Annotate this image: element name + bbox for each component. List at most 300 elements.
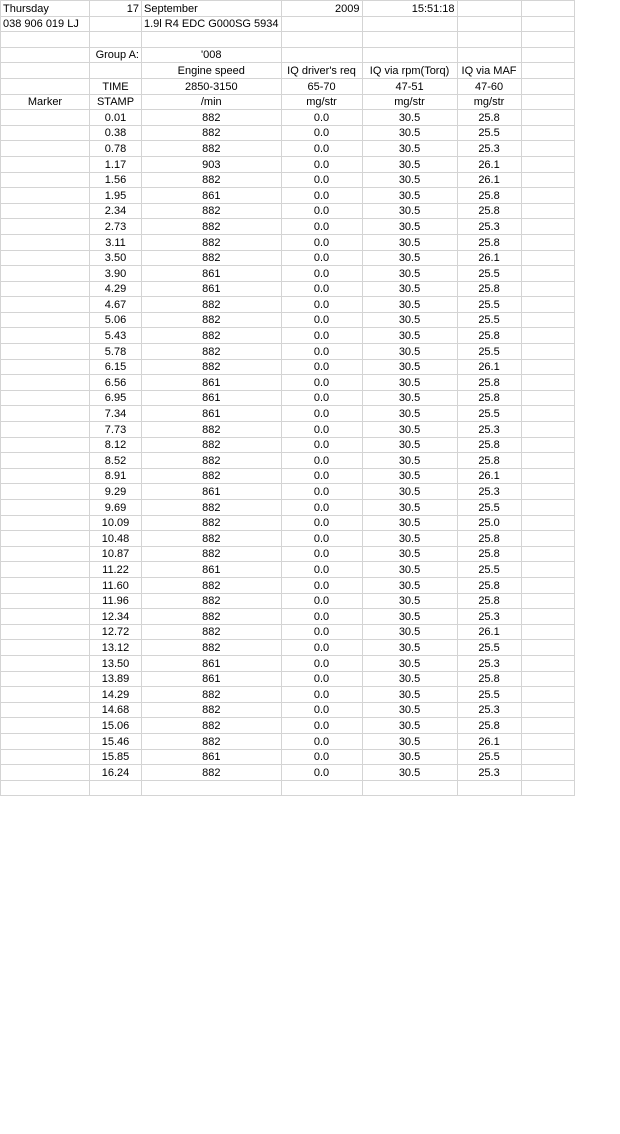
time-stamp-cell[interactable]: 15.85 <box>90 749 142 765</box>
marker-cell[interactable] <box>1 577 90 593</box>
column-name-cell[interactable]: IQ via rpm(Torq) <box>362 63 457 79</box>
iq-maf-cell[interactable]: 25.3 <box>457 609 521 625</box>
iq-maf-cell[interactable]: 25.8 <box>457 234 521 250</box>
iq-driver-req-cell[interactable]: 0.0 <box>281 266 362 282</box>
iq-maf-cell[interactable]: 25.8 <box>457 203 521 219</box>
column-range-cell[interactable] <box>1 78 90 94</box>
engine-speed-cell[interactable]: 903 <box>142 156 282 172</box>
iq-rpm-torq-cell[interactable]: 30.5 <box>362 468 457 484</box>
iq-driver-req-cell[interactable]: 0.0 <box>281 422 362 438</box>
iq-driver-req-cell[interactable]: 0.0 <box>281 359 362 375</box>
empty-cell[interactable] <box>521 546 574 562</box>
engine-speed-cell[interactable]: 882 <box>142 624 282 640</box>
iq-maf-cell[interactable]: 25.5 <box>457 687 521 703</box>
iq-maf-cell[interactable]: 25.8 <box>457 531 521 547</box>
empty-cell[interactable] <box>521 141 574 157</box>
iq-maf-cell[interactable]: 25.8 <box>457 281 521 297</box>
iq-driver-req-cell[interactable]: 0.0 <box>281 172 362 188</box>
empty-cell[interactable] <box>521 312 574 328</box>
time-stamp-cell[interactable]: 12.34 <box>90 609 142 625</box>
marker-cell[interactable] <box>1 593 90 609</box>
column-name-cell[interactable]: IQ driver's req <box>281 63 362 79</box>
empty-cell[interactable] <box>457 16 521 32</box>
iq-rpm-torq-cell[interactable]: 30.5 <box>362 515 457 531</box>
iq-driver-req-cell[interactable]: 0.0 <box>281 749 362 765</box>
empty-cell[interactable] <box>521 94 574 110</box>
empty-cell[interactable] <box>521 203 574 219</box>
iq-driver-req-cell[interactable]: 0.0 <box>281 110 362 126</box>
time-stamp-cell[interactable]: 10.09 <box>90 515 142 531</box>
engine-speed-cell[interactable]: 882 <box>142 125 282 141</box>
engine-speed-cell[interactable]: 861 <box>142 406 282 422</box>
iq-driver-req-cell[interactable]: 0.0 <box>281 375 362 391</box>
iq-driver-req-cell[interactable]: 0.0 <box>281 718 362 734</box>
time-stamp-cell[interactable]: 11.60 <box>90 577 142 593</box>
engine-speed-cell[interactable]: 882 <box>142 765 282 781</box>
time-stamp-cell[interactable]: 2.34 <box>90 203 142 219</box>
marker-cell[interactable] <box>1 765 90 781</box>
iq-rpm-torq-cell[interactable]: 30.5 <box>362 141 457 157</box>
iq-rpm-torq-cell[interactable]: 30.5 <box>362 390 457 406</box>
iq-rpm-torq-cell[interactable]: 30.5 <box>362 250 457 266</box>
time-stamp-cell[interactable]: 11.22 <box>90 562 142 578</box>
iq-driver-req-cell[interactable]: 0.0 <box>281 484 362 500</box>
iq-rpm-torq-cell[interactable]: 30.5 <box>362 609 457 625</box>
empty-cell[interactable] <box>521 47 574 63</box>
iq-driver-req-cell[interactable]: 0.0 <box>281 765 362 781</box>
engine-speed-cell[interactable]: 861 <box>142 484 282 500</box>
iq-rpm-torq-cell[interactable]: 30.5 <box>362 655 457 671</box>
iq-rpm-torq-cell[interactable]: 30.5 <box>362 765 457 781</box>
iq-rpm-torq-cell[interactable]: 30.5 <box>362 500 457 516</box>
empty-cell[interactable] <box>521 32 574 48</box>
empty-cell[interactable] <box>521 515 574 531</box>
empty-cell[interactable] <box>521 609 574 625</box>
iq-rpm-torq-cell[interactable]: 30.5 <box>362 266 457 282</box>
marker-cell[interactable] <box>1 390 90 406</box>
marker-cell[interactable] <box>1 406 90 422</box>
marker-cell[interactable] <box>1 515 90 531</box>
iq-driver-req-cell[interactable]: 0.0 <box>281 188 362 204</box>
time-stamp-cell[interactable]: 4.29 <box>90 281 142 297</box>
time-stamp-cell[interactable]: 9.29 <box>90 484 142 500</box>
time-stamp-cell[interactable]: 8.12 <box>90 437 142 453</box>
marker-cell[interactable] <box>1 125 90 141</box>
iq-rpm-torq-cell[interactable]: 30.5 <box>362 718 457 734</box>
marker-cell[interactable] <box>1 156 90 172</box>
empty-cell[interactable] <box>521 593 574 609</box>
engine-speed-cell[interactable]: 882 <box>142 203 282 219</box>
iq-driver-req-cell[interactable]: 0.0 <box>281 500 362 516</box>
iq-driver-req-cell[interactable]: 0.0 <box>281 156 362 172</box>
marker-cell[interactable] <box>1 780 90 796</box>
iq-maf-cell[interactable]: 25.5 <box>457 749 521 765</box>
engine-speed-cell[interactable]: 861 <box>142 671 282 687</box>
empty-cell[interactable] <box>90 32 142 48</box>
engine-speed-cell[interactable]: 882 <box>142 453 282 469</box>
iq-driver-req-cell[interactable] <box>281 780 362 796</box>
time-stamp-cell[interactable]: 4.67 <box>90 297 142 313</box>
iq-maf-cell[interactable]: 25.5 <box>457 344 521 360</box>
empty-cell[interactable] <box>521 655 574 671</box>
column-range-cell[interactable]: 65-70 <box>281 78 362 94</box>
engine-speed-cell[interactable]: 882 <box>142 328 282 344</box>
empty-cell[interactable] <box>521 219 574 235</box>
engine-speed-cell[interactable]: 882 <box>142 609 282 625</box>
date-number-cell[interactable]: 17 <box>90 1 142 17</box>
iq-driver-req-cell[interactable]: 0.0 <box>281 546 362 562</box>
iq-driver-req-cell[interactable]: 0.0 <box>281 328 362 344</box>
time-stamp-cell[interactable]: 7.34 <box>90 406 142 422</box>
part-number-cell[interactable]: 038 906 019 LJ <box>1 16 90 32</box>
iq-rpm-torq-cell[interactable]: 30.5 <box>362 297 457 313</box>
empty-cell[interactable] <box>521 16 574 32</box>
marker-cell[interactable] <box>1 562 90 578</box>
engine-speed-cell[interactable]: 882 <box>142 500 282 516</box>
time-stamp-cell[interactable]: 3.90 <box>90 266 142 282</box>
iq-driver-req-cell[interactable]: 0.0 <box>281 344 362 360</box>
empty-cell[interactable] <box>521 250 574 266</box>
iq-maf-cell[interactable]: 25.3 <box>457 141 521 157</box>
engine-speed-cell[interactable]: 882 <box>142 733 282 749</box>
column-unit-cell[interactable]: Marker <box>1 94 90 110</box>
marker-cell[interactable] <box>1 624 90 640</box>
empty-cell[interactable] <box>521 328 574 344</box>
iq-rpm-torq-cell[interactable]: 30.5 <box>362 172 457 188</box>
time-stamp-cell[interactable]: 6.95 <box>90 390 142 406</box>
time-stamp-cell[interactable]: 11.96 <box>90 593 142 609</box>
column-unit-cell[interactable]: mg/str <box>457 94 521 110</box>
marker-cell[interactable] <box>1 219 90 235</box>
marker-cell[interactable] <box>1 733 90 749</box>
time-stamp-cell[interactable]: 5.78 <box>90 344 142 360</box>
iq-driver-req-cell[interactable]: 0.0 <box>281 437 362 453</box>
iq-maf-cell[interactable]: 25.8 <box>457 188 521 204</box>
empty-cell[interactable] <box>281 16 362 32</box>
empty-cell[interactable] <box>90 16 142 32</box>
iq-driver-req-cell[interactable]: 0.0 <box>281 453 362 469</box>
engine-speed-cell[interactable]: 882 <box>142 422 282 438</box>
column-unit-cell[interactable]: mg/str <box>281 94 362 110</box>
iq-maf-cell[interactable]: 26.1 <box>457 733 521 749</box>
iq-rpm-torq-cell[interactable]: 30.5 <box>362 359 457 375</box>
iq-rpm-torq-cell[interactable]: 30.5 <box>362 453 457 469</box>
iq-rpm-torq-cell[interactable]: 30.5 <box>362 156 457 172</box>
engine-speed-cell[interactable]: 882 <box>142 297 282 313</box>
time-stamp-cell[interactable]: 1.56 <box>90 172 142 188</box>
iq-driver-req-cell[interactable]: 0.0 <box>281 671 362 687</box>
column-unit-cell[interactable]: STAMP <box>90 94 142 110</box>
empty-cell[interactable] <box>521 390 574 406</box>
marker-cell[interactable] <box>1 234 90 250</box>
empty-cell[interactable] <box>521 63 574 79</box>
iq-maf-cell[interactable]: 25.0 <box>457 515 521 531</box>
iq-maf-cell[interactable]: 25.5 <box>457 500 521 516</box>
time-stamp-cell[interactable]: 5.06 <box>90 312 142 328</box>
iq-driver-req-cell[interactable]: 0.0 <box>281 593 362 609</box>
engine-speed-cell[interactable]: 882 <box>142 437 282 453</box>
iq-rpm-torq-cell[interactable]: 30.5 <box>362 484 457 500</box>
time-stamp-cell[interactable]: 14.29 <box>90 687 142 703</box>
day-cell[interactable]: Thursday <box>1 1 90 17</box>
engine-speed-cell[interactable]: 882 <box>142 531 282 547</box>
iq-driver-req-cell[interactable]: 0.0 <box>281 609 362 625</box>
engine-speed-cell[interactable]: 882 <box>142 312 282 328</box>
empty-cell[interactable] <box>521 437 574 453</box>
iq-driver-req-cell[interactable]: 0.0 <box>281 468 362 484</box>
iq-driver-req-cell[interactable]: 0.0 <box>281 515 362 531</box>
time-cell[interactable]: 15:51:18 <box>362 1 457 17</box>
engine-speed-cell[interactable]: 882 <box>142 344 282 360</box>
time-stamp-cell[interactable]: 1.17 <box>90 156 142 172</box>
empty-cell[interactable] <box>142 32 282 48</box>
iq-driver-req-cell[interactable]: 0.0 <box>281 125 362 141</box>
time-stamp-cell[interactable]: 8.91 <box>90 468 142 484</box>
iq-maf-cell[interactable]: 26.1 <box>457 172 521 188</box>
empty-cell[interactable] <box>521 1 574 17</box>
marker-cell[interactable] <box>1 749 90 765</box>
marker-cell[interactable] <box>1 655 90 671</box>
marker-cell[interactable] <box>1 328 90 344</box>
marker-cell[interactable] <box>1 671 90 687</box>
engine-speed-cell[interactable]: 882 <box>142 640 282 656</box>
engine-speed-cell[interactable]: 882 <box>142 593 282 609</box>
time-stamp-cell[interactable]: 5.43 <box>90 328 142 344</box>
iq-rpm-torq-cell[interactable]: 30.5 <box>362 687 457 703</box>
engine-speed-cell[interactable]: 861 <box>142 390 282 406</box>
empty-cell[interactable] <box>521 718 574 734</box>
empty-cell[interactable] <box>521 359 574 375</box>
marker-cell[interactable] <box>1 110 90 126</box>
iq-maf-cell[interactable]: 25.3 <box>457 219 521 235</box>
marker-cell[interactable] <box>1 359 90 375</box>
time-stamp-cell[interactable]: 1.95 <box>90 188 142 204</box>
empty-cell[interactable] <box>521 281 574 297</box>
marker-cell[interactable] <box>1 609 90 625</box>
empty-cell[interactable] <box>457 32 521 48</box>
iq-maf-cell[interactable]: 26.1 <box>457 624 521 640</box>
iq-driver-req-cell[interactable]: 0.0 <box>281 640 362 656</box>
time-stamp-cell[interactable]: 10.48 <box>90 531 142 547</box>
time-stamp-cell[interactable]: 10.87 <box>90 546 142 562</box>
iq-driver-req-cell[interactable]: 0.0 <box>281 562 362 578</box>
column-unit-cell[interactable]: mg/str <box>362 94 457 110</box>
empty-cell[interactable] <box>1 32 90 48</box>
empty-cell[interactable] <box>281 32 362 48</box>
iq-maf-cell[interactable]: 26.1 <box>457 250 521 266</box>
iq-rpm-torq-cell[interactable]: 30.5 <box>362 640 457 656</box>
time-stamp-cell[interactable]: 14.68 <box>90 702 142 718</box>
engine-speed-cell[interactable]: 882 <box>142 687 282 703</box>
group-label-cell[interactable]: Group A: <box>90 47 142 63</box>
iq-driver-req-cell[interactable]: 0.0 <box>281 624 362 640</box>
marker-cell[interactable] <box>1 172 90 188</box>
empty-cell[interactable] <box>521 733 574 749</box>
iq-driver-req-cell[interactable]: 0.0 <box>281 655 362 671</box>
empty-cell[interactable] <box>362 32 457 48</box>
empty-cell[interactable] <box>521 297 574 313</box>
empty-cell[interactable] <box>521 78 574 94</box>
empty-cell[interactable] <box>521 671 574 687</box>
iq-maf-cell[interactable]: 25.8 <box>457 110 521 126</box>
engine-speed-cell[interactable]: 882 <box>142 359 282 375</box>
empty-cell[interactable] <box>521 188 574 204</box>
empty-cell[interactable] <box>521 344 574 360</box>
iq-maf-cell[interactable] <box>457 780 521 796</box>
marker-cell[interactable] <box>1 422 90 438</box>
iq-maf-cell[interactable]: 25.5 <box>457 640 521 656</box>
iq-rpm-torq-cell[interactable]: 30.5 <box>362 110 457 126</box>
iq-maf-cell[interactable]: 25.8 <box>457 328 521 344</box>
empty-cell[interactable] <box>457 47 521 63</box>
iq-maf-cell[interactable]: 25.8 <box>457 375 521 391</box>
engine-cell[interactable]: 1.9l R4 EDC G000SG 5934 <box>142 16 282 32</box>
iq-maf-cell[interactable]: 25.8 <box>457 437 521 453</box>
engine-speed-cell[interactable]: 882 <box>142 702 282 718</box>
engine-speed-cell[interactable]: 861 <box>142 188 282 204</box>
empty-cell[interactable] <box>521 687 574 703</box>
iq-rpm-torq-cell[interactable]: 30.5 <box>362 344 457 360</box>
time-stamp-cell[interactable]: 12.72 <box>90 624 142 640</box>
iq-rpm-torq-cell[interactable]: 30.5 <box>362 406 457 422</box>
empty-cell[interactable] <box>521 562 574 578</box>
iq-rpm-torq-cell[interactable]: 30.5 <box>362 749 457 765</box>
iq-rpm-torq-cell[interactable]: 30.5 <box>362 702 457 718</box>
iq-maf-cell[interactable]: 25.8 <box>457 453 521 469</box>
empty-cell[interactable] <box>281 47 362 63</box>
engine-speed-cell[interactable] <box>142 780 282 796</box>
iq-driver-req-cell[interactable]: 0.0 <box>281 297 362 313</box>
engine-speed-cell[interactable]: 882 <box>142 577 282 593</box>
marker-cell[interactable] <box>1 266 90 282</box>
month-cell[interactable]: September <box>142 1 282 17</box>
marker-cell[interactable] <box>1 250 90 266</box>
engine-speed-cell[interactable]: 882 <box>142 546 282 562</box>
marker-cell[interactable] <box>1 468 90 484</box>
empty-cell[interactable] <box>521 765 574 781</box>
column-name-cell[interactable] <box>90 63 142 79</box>
empty-cell[interactable] <box>521 702 574 718</box>
engine-speed-cell[interactable]: 882 <box>142 234 282 250</box>
engine-speed-cell[interactable]: 861 <box>142 375 282 391</box>
empty-cell[interactable] <box>521 749 574 765</box>
empty-cell[interactable] <box>521 156 574 172</box>
time-stamp-cell[interactable] <box>90 780 142 796</box>
iq-driver-req-cell[interactable]: 0.0 <box>281 390 362 406</box>
engine-speed-cell[interactable]: 861 <box>142 562 282 578</box>
engine-speed-cell[interactable]: 861 <box>142 655 282 671</box>
iq-rpm-torq-cell[interactable]: 30.5 <box>362 234 457 250</box>
time-stamp-cell[interactable]: 9.69 <box>90 500 142 516</box>
iq-maf-cell[interactable]: 25.3 <box>457 484 521 500</box>
time-stamp-cell[interactable]: 13.50 <box>90 655 142 671</box>
iq-maf-cell[interactable]: 25.8 <box>457 546 521 562</box>
time-stamp-cell[interactable]: 6.15 <box>90 359 142 375</box>
iq-rpm-torq-cell[interactable]: 30.5 <box>362 671 457 687</box>
column-name-cell[interactable] <box>1 63 90 79</box>
empty-cell[interactable] <box>521 125 574 141</box>
engine-speed-cell[interactable]: 882 <box>142 110 282 126</box>
empty-cell[interactable] <box>521 234 574 250</box>
iq-driver-req-cell[interactable]: 0.0 <box>281 702 362 718</box>
iq-driver-req-cell[interactable]: 0.0 <box>281 234 362 250</box>
time-stamp-cell[interactable]: 0.01 <box>90 110 142 126</box>
empty-cell[interactable] <box>521 266 574 282</box>
iq-maf-cell[interactable]: 25.5 <box>457 562 521 578</box>
iq-maf-cell[interactable]: 26.1 <box>457 359 521 375</box>
engine-speed-cell[interactable]: 861 <box>142 266 282 282</box>
empty-cell[interactable] <box>521 577 574 593</box>
iq-rpm-torq-cell[interactable]: 30.5 <box>362 328 457 344</box>
marker-cell[interactable] <box>1 500 90 516</box>
iq-rpm-torq-cell[interactable]: 30.5 <box>362 562 457 578</box>
iq-maf-cell[interactable]: 25.3 <box>457 422 521 438</box>
marker-cell[interactable] <box>1 484 90 500</box>
time-stamp-cell[interactable]: 6.56 <box>90 375 142 391</box>
marker-cell[interactable] <box>1 344 90 360</box>
empty-cell[interactable] <box>521 468 574 484</box>
empty-cell[interactable] <box>521 375 574 391</box>
group-value-cell[interactable]: '008 <box>142 47 282 63</box>
marker-cell[interactable] <box>1 437 90 453</box>
iq-rpm-torq-cell[interactable]: 30.5 <box>362 531 457 547</box>
column-range-cell[interactable]: 47-60 <box>457 78 521 94</box>
engine-speed-cell[interactable]: 861 <box>142 281 282 297</box>
iq-driver-req-cell[interactable]: 0.0 <box>281 531 362 547</box>
engine-speed-cell[interactable]: 882 <box>142 515 282 531</box>
iq-rpm-torq-cell[interactable]: 30.5 <box>362 546 457 562</box>
marker-cell[interactable] <box>1 141 90 157</box>
iq-maf-cell[interactable]: 26.1 <box>457 156 521 172</box>
iq-rpm-torq-cell[interactable]: 30.5 <box>362 203 457 219</box>
marker-cell[interactable] <box>1 718 90 734</box>
iq-maf-cell[interactable]: 26.1 <box>457 468 521 484</box>
iq-driver-req-cell[interactable]: 0.0 <box>281 219 362 235</box>
iq-maf-cell[interactable]: 25.5 <box>457 125 521 141</box>
empty-cell[interactable] <box>521 422 574 438</box>
iq-rpm-torq-cell[interactable]: 30.5 <box>362 593 457 609</box>
marker-cell[interactable] <box>1 687 90 703</box>
empty-cell[interactable] <box>521 640 574 656</box>
iq-maf-cell[interactable]: 25.8 <box>457 577 521 593</box>
iq-maf-cell[interactable]: 25.8 <box>457 718 521 734</box>
empty-cell[interactable] <box>521 110 574 126</box>
empty-cell[interactable] <box>521 780 574 796</box>
iq-rpm-torq-cell[interactable]: 30.5 <box>362 219 457 235</box>
time-stamp-cell[interactable]: 15.06 <box>90 718 142 734</box>
iq-driver-req-cell[interactable]: 0.0 <box>281 406 362 422</box>
year-cell[interactable]: 2009 <box>281 1 362 17</box>
time-stamp-cell[interactable]: 0.38 <box>90 125 142 141</box>
empty-cell[interactable] <box>521 406 574 422</box>
engine-speed-cell[interactable]: 882 <box>142 718 282 734</box>
iq-rpm-torq-cell[interactable]: 30.5 <box>362 577 457 593</box>
empty-cell[interactable] <box>521 484 574 500</box>
iq-maf-cell[interactable]: 25.5 <box>457 266 521 282</box>
column-unit-cell[interactable]: /min <box>142 94 282 110</box>
marker-cell[interactable] <box>1 375 90 391</box>
marker-cell[interactable] <box>1 281 90 297</box>
iq-maf-cell[interactable]: 25.3 <box>457 655 521 671</box>
time-stamp-cell[interactable]: 13.12 <box>90 640 142 656</box>
time-stamp-cell[interactable]: 13.89 <box>90 671 142 687</box>
column-range-cell[interactable]: 47-51 <box>362 78 457 94</box>
iq-driver-req-cell[interactable]: 0.0 <box>281 203 362 219</box>
iq-maf-cell[interactable]: 25.8 <box>457 390 521 406</box>
time-stamp-cell[interactable]: 16.24 <box>90 765 142 781</box>
time-stamp-cell[interactable]: 3.11 <box>90 234 142 250</box>
engine-speed-cell[interactable]: 882 <box>142 468 282 484</box>
